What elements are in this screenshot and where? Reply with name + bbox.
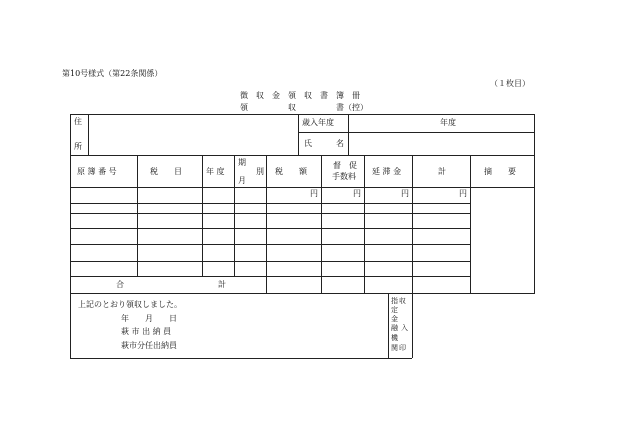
- bank-char: 金: [391, 315, 398, 323]
- header-period-2: 別: [256, 167, 264, 176]
- bank-char: 印: [399, 344, 406, 352]
- bank-char: 定: [391, 306, 398, 314]
- bank-char: 入: [401, 324, 408, 332]
- total-label-2: 計: [218, 280, 226, 289]
- header-fiscal-year: 年 度: [206, 167, 225, 176]
- header-period-3: 月: [238, 176, 246, 185]
- date-text: 年 月 日: [121, 314, 177, 323]
- bank-char: 機: [391, 334, 398, 342]
- bank-char: 融: [391, 324, 398, 332]
- bank-char: 指: [391, 297, 398, 305]
- header-tax-type: 税 目: [150, 167, 182, 176]
- header-remarks: 摘 要: [484, 167, 516, 176]
- header-total: 計: [438, 167, 446, 176]
- name-label: 氏: [304, 139, 312, 148]
- unit-yen-total: 円: [459, 189, 467, 198]
- name-field[interactable]: [349, 133, 533, 154]
- fiscal-year-label: 歳入年度: [302, 118, 334, 127]
- header-late-fee: 延 滞 金: [372, 167, 402, 176]
- header-tax-amount: 税 額: [275, 167, 307, 176]
- header-ledger-no: 原 簿 番 号: [77, 167, 117, 176]
- name-label-2: 名: [336, 139, 344, 148]
- bank-char: 収: [399, 297, 406, 305]
- sub-treasurer-label: 萩市分任出納員: [121, 341, 177, 350]
- form-number: 第10号様式（第22条関係）: [62, 69, 163, 78]
- fiscal-year-value: 年度: [440, 118, 456, 127]
- header-fee-1: 督 促: [333, 161, 357, 170]
- bank-char: 関: [391, 344, 398, 352]
- bank-stamp-area[interactable]: [413, 294, 534, 357]
- header-fee-2: 手数料: [332, 172, 356, 181]
- total-label: 合: [116, 280, 124, 289]
- received-text: 上記のとおり領収しました。: [78, 300, 182, 309]
- sheet-number: （１枚目）: [490, 79, 530, 88]
- header-period-1: 期: [238, 158, 246, 167]
- unit-yen-tax: 円: [310, 189, 318, 198]
- address-label-2: 所: [74, 142, 82, 151]
- unit-yen-fee: 円: [353, 189, 361, 198]
- treasurer-label: 萩 市 出 納 員: [121, 327, 172, 336]
- page-title: 徴 収 金 領 収 書 簿 冊: [240, 91, 360, 100]
- address-label: 住: [74, 117, 82, 126]
- address-field[interactable]: [89, 115, 297, 154]
- page-subtitle: 領 収 書（控）: [240, 103, 368, 112]
- unit-yen-late: 円: [401, 189, 409, 198]
